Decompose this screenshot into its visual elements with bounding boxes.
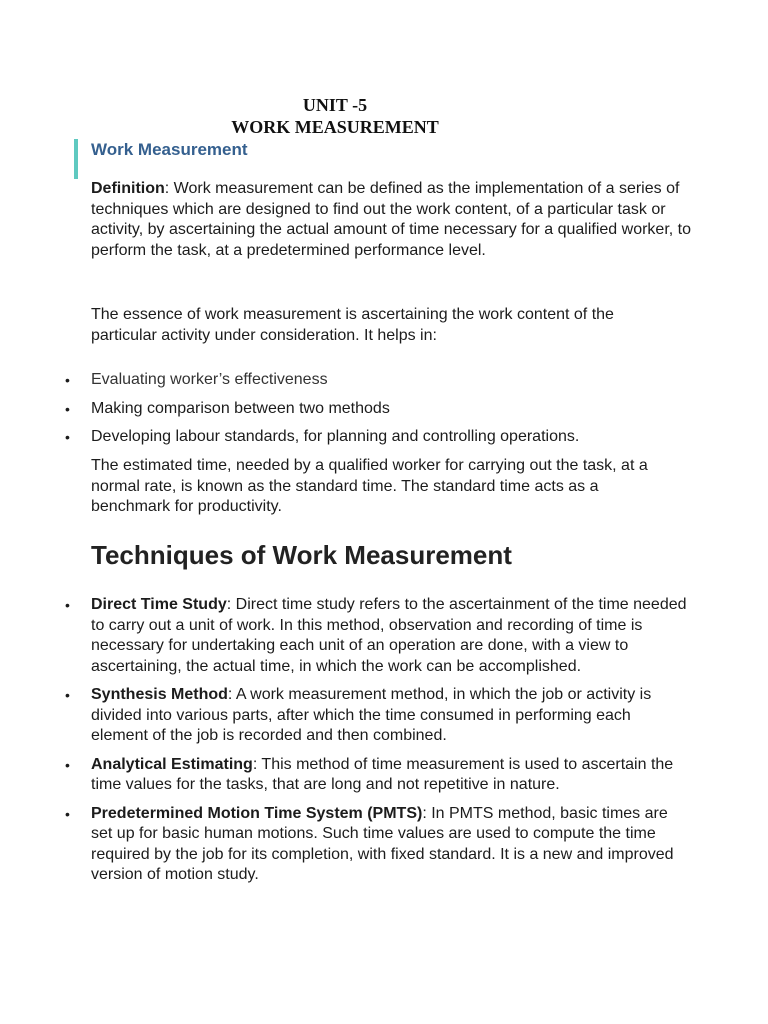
unit-title (0, 94, 670, 138)
techniques-heading: Techniques of Work Measurement (91, 540, 512, 570)
section-heading: Work Measurement (91, 140, 248, 159)
bullet-icon: • (65, 756, 70, 773)
definition-text: : Work measurement can be defined as the implementation of a series of techniques which are designed to find out the work content, of a particular task or activity, by ascertaining the actual amount of time necessary for a qualified worker, to perform the task, at a predetermined performance level. (91, 180, 691, 259)
standard-time-paragraph: The estimated time, needed by a qualified worker for carrying out the task, at a normal rate, is known as the standard time. The standard time acts as a benchmark for productivity. (91, 457, 648, 515)
definition-label: Definition (91, 180, 165, 197)
list-item: • Direct Time Study: Direct time study refers to the ascertainment of the time needed to carry out a unit of work. In this method, observation and recording of time is necessary for undertaking each unit of an operation are done, with a view to ascertaining, the actual time, in which the work can be accomplished. (65, 596, 687, 675)
bullet-icon: • (65, 597, 70, 613)
list-item: • Predetermined Motion Time System (PMTS): In PMTS method, basic times are set up for basic human motions. Such time values are used to compute the time required by the job for its completion, with fixed standard. It is a new and improved version of motion study. (65, 804, 674, 883)
bullet-icon: • (65, 372, 70, 388)
essence-paragraph: The essence of work measurement is ascertaining the work content of the particular activity under consideration. It helps in: (91, 306, 614, 344)
definition-paragraph (91, 179, 691, 261)
bullet-icon: • (65, 400, 70, 417)
techniques-list (60, 595, 690, 886)
bullet-icon: • (65, 687, 70, 703)
bullet-icon: • (65, 805, 70, 822)
heading-accent-bar (74, 139, 78, 179)
list-item: • Developing labour standards, for planning and controlling operations. (60, 427, 700, 448)
document-title: WORK MEASUREMENT (231, 117, 439, 137)
list-item: • Making comparison between two methods (60, 399, 700, 420)
helps-list (60, 370, 700, 448)
list-item: • Synthesis Method: A work measurement method, in which the job or activity is divided into various parts, after which the time consumed in performing each element of the job is recorded and then combined. (65, 686, 652, 744)
bullet-icon: • (65, 429, 70, 445)
list-item: • Evaluating worker’s effectiveness (60, 370, 700, 391)
list-item: • Analytical Estimating: This method of time measurement is used to ascertain the time values for the tasks, that are long and not repetitive in nature. (65, 755, 674, 793)
unit-number: UNIT -5 (302, 95, 368, 115)
